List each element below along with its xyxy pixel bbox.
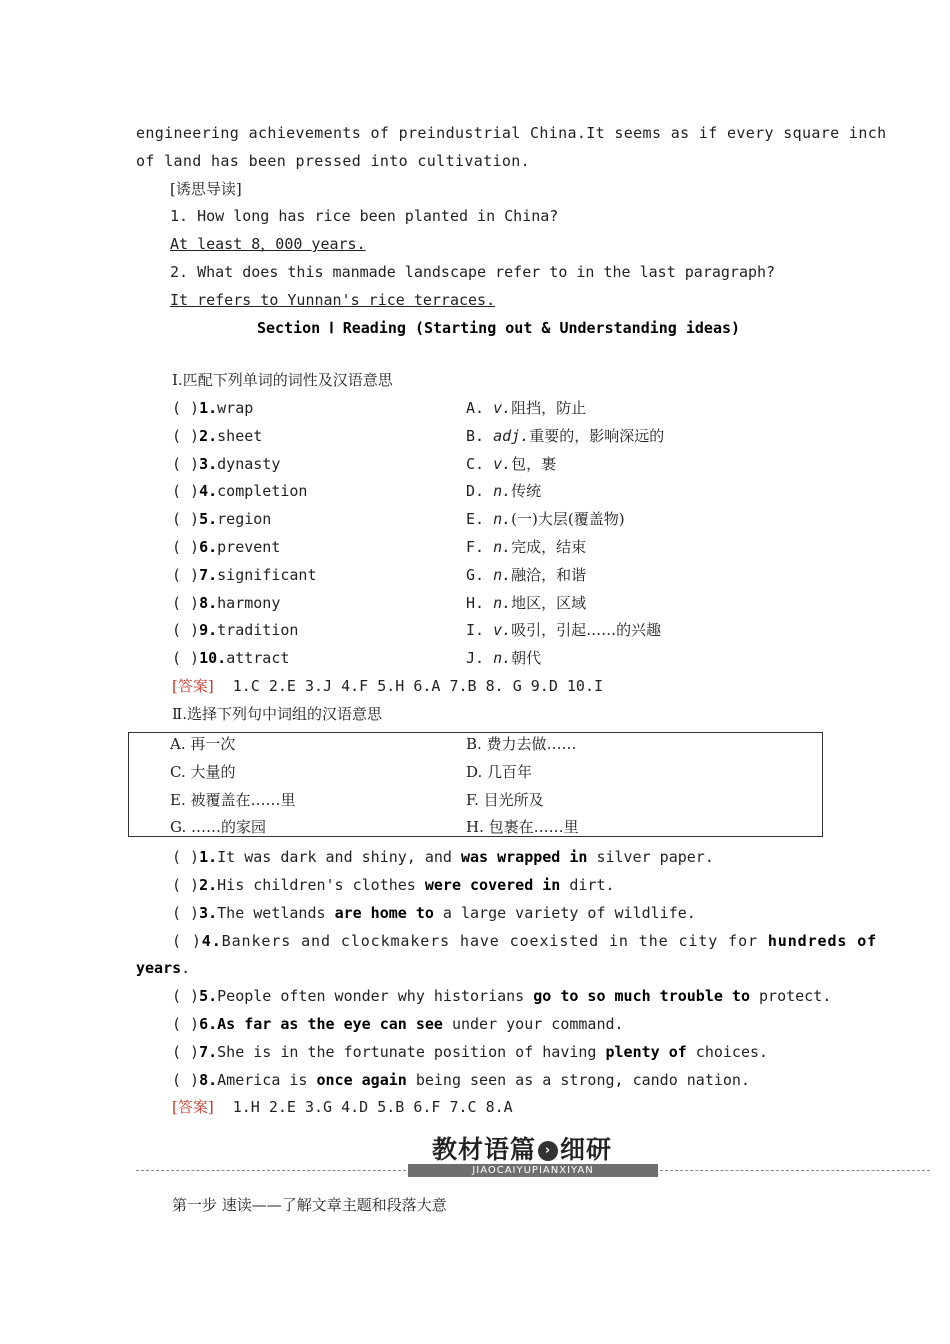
- word-row: [172, 537, 280, 557]
- sentence-row: [172, 1042, 768, 1062]
- part-of-speech: n.: [493, 482, 512, 501]
- part-of-speech: v.: [493, 454, 512, 473]
- option-letter: A.: [466, 399, 485, 417]
- guide-question-1: 1. How long has rice been planted in China?: [170, 207, 559, 225]
- spacer: [484, 566, 493, 584]
- intro-line-2: of land has been pressed into cultivation.: [136, 152, 530, 170]
- banner-title-left: 教材语篇: [432, 1135, 537, 1164]
- answer-text: 1.H 2.E 3.G 4.D 5.B 6.F 7.C 8.A: [232, 1098, 513, 1116]
- sentence-number: 5.: [199, 987, 218, 1005]
- option-meaning: 阻挡，防止: [511, 399, 587, 417]
- word-text: significant: [217, 565, 317, 584]
- phrase-option: F. 目光所及: [466, 790, 544, 809]
- option-row: [466, 593, 586, 613]
- option-letter: H.: [466, 593, 485, 612]
- phrase-option: C. 大量的: [170, 762, 236, 781]
- part-of-speech: adj.: [493, 426, 530, 445]
- spacer: [484, 649, 493, 667]
- option-meaning: 地区，区域: [511, 593, 587, 612]
- word-text: prevent: [217, 538, 281, 556]
- blank-bracket: ( ): [172, 876, 200, 894]
- step-1-heading: 第一步 速读——了解文章主题和段落大意: [172, 1196, 447, 1214]
- blank-bracket: ( ): [172, 1071, 200, 1089]
- bold-phrase: plenty of: [605, 1043, 687, 1061]
- phrase-option: H. 包裹在……里: [466, 818, 579, 837]
- word-row: [172, 426, 262, 446]
- blank-bracket: ( ): [172, 399, 200, 417]
- word-number: 2.: [199, 426, 218, 445]
- sentence-text: It was dark and shiny, and: [217, 848, 461, 866]
- bold-phrase: As far as the eye can see: [217, 1015, 443, 1033]
- section-banner: [432, 1130, 612, 1166]
- sentence-end: .: [181, 959, 191, 977]
- blank-bracket: ( ): [172, 538, 200, 556]
- phrase-option: E. 被覆盖在……里: [170, 790, 296, 809]
- blank-bracket: ( ): [172, 1015, 200, 1033]
- sentence-text: silver paper.: [587, 848, 714, 866]
- option-letter: G.: [466, 565, 485, 584]
- word-number: 1.: [199, 399, 218, 417]
- option-letter: I.: [466, 621, 485, 640]
- part-of-speech: v.: [493, 399, 512, 417]
- blank-bracket: ( ): [172, 565, 200, 584]
- answer-label: [答案]: [172, 1098, 214, 1116]
- word-text: completion: [217, 482, 308, 501]
- bold-phrase: hundreds of: [767, 932, 878, 950]
- option-row: [466, 426, 664, 446]
- word-number: 4.: [199, 482, 218, 501]
- word-row: [172, 648, 289, 668]
- sentence-text: a large variety of wildlife.: [433, 904, 696, 922]
- bold-phrase: go to so much trouble to: [533, 987, 750, 1005]
- option-letter: F.: [466, 538, 485, 556]
- divider-left: [136, 1170, 406, 1171]
- guide-answer-1: At least 8，000 years.: [170, 235, 366, 253]
- part-of-speech: n.: [493, 649, 512, 668]
- word-row: [172, 620, 298, 640]
- word-text: tradition: [217, 621, 299, 640]
- bold-phrase: once again: [316, 1071, 407, 1089]
- word-row: [172, 481, 307, 501]
- word-row: [172, 509, 271, 529]
- option-row: [466, 509, 625, 529]
- divider-right: [660, 1170, 930, 1171]
- banner-subtitle: JIAOCAIYUPIANXIYAN: [408, 1164, 658, 1177]
- option-letter: E.: [466, 510, 485, 529]
- spacer: [484, 455, 493, 473]
- guide-heading: [诱思导读]: [170, 180, 242, 198]
- option-letter: B.: [466, 426, 485, 445]
- blank-bracket: ( ): [172, 426, 200, 445]
- option-meaning: 包，裹: [511, 454, 557, 473]
- sentence-number: 3.: [199, 904, 218, 922]
- blank-bracket: ( ): [172, 621, 200, 640]
- word-row: [172, 454, 280, 474]
- sentence-text: under your command.: [442, 1015, 624, 1033]
- word-row: [172, 398, 253, 418]
- chevron-right-icon: ›: [538, 1141, 558, 1161]
- spacer: [484, 482, 493, 500]
- guide-answer-2: It refers to Yunnan's rice terraces.: [170, 291, 496, 309]
- part1-heading: Ⅰ.匹配下列单词的词性及汉语意思: [172, 371, 393, 389]
- part-of-speech: n.: [493, 538, 512, 556]
- blank-bracket: ( ): [172, 593, 200, 612]
- word-text: attract: [226, 649, 290, 668]
- sentence-text: Bankers and clockmakers have coexisted in the city for: [221, 932, 768, 950]
- bold-phrase: years: [136, 959, 182, 977]
- answer-label: [答案]: [172, 677, 214, 695]
- blank-bracket: ( ): [172, 904, 200, 922]
- option-row: [466, 454, 556, 474]
- sentence-number: 6.: [199, 1015, 218, 1033]
- sentence-text: She is in the fortunate position of having: [217, 1043, 606, 1061]
- bold-phrase: was wrapped in: [461, 848, 588, 866]
- word-row: [172, 565, 317, 585]
- sentence-row: [172, 903, 696, 923]
- word-number: 9.: [199, 621, 218, 640]
- answer-text: 1.C 2.E 3.J 4.F 5.H 6.A 7.B 8. G 9.D 10.I: [232, 677, 604, 695]
- phrase-option: D. 几百年: [466, 762, 533, 781]
- part2-answer-row: [172, 1097, 513, 1117]
- word-number: 6.: [199, 538, 218, 556]
- option-row: [466, 537, 586, 557]
- option-meaning: 重要的，影响深远的: [529, 426, 665, 445]
- part-of-speech: n.: [493, 593, 512, 612]
- option-row: [466, 620, 661, 640]
- option-row: [466, 648, 541, 668]
- sentence-row: [172, 1070, 750, 1090]
- sentence-number: 7.: [199, 1043, 218, 1061]
- word-text: harmony: [217, 593, 281, 612]
- blank-bracket: ( ): [172, 1043, 200, 1061]
- sentence-row: [172, 986, 831, 1006]
- sentence-number: 8.: [199, 1071, 218, 1089]
- option-row: [466, 481, 541, 501]
- banner-title-right: 细研: [560, 1135, 613, 1164]
- spacer: [484, 621, 493, 639]
- spacer: [484, 399, 493, 417]
- sentence-text: The wetlands: [217, 904, 335, 922]
- sentence-number: 4.: [201, 932, 222, 950]
- option-letter: D.: [466, 482, 485, 501]
- sentence-4-continuation: [136, 958, 190, 978]
- spacer: [484, 594, 493, 612]
- guide-question-2: 2. What does this manmade landscape refer to in the last paragraph?: [170, 263, 776, 281]
- part2-heading: Ⅱ.选择下列句中词组的汉语意思: [172, 705, 382, 723]
- spacer: [484, 510, 493, 528]
- word-number: 3.: [199, 454, 218, 473]
- option-meaning: 朝代: [511, 649, 542, 668]
- word-text: sheet: [217, 426, 263, 445]
- option-meaning: 传统: [511, 482, 542, 501]
- blank-bracket: ( ): [172, 848, 200, 866]
- part-of-speech: v.: [493, 621, 512, 640]
- phrase-option: G. ……的家园: [170, 818, 266, 837]
- option-row: [466, 398, 586, 418]
- spacer: [484, 538, 493, 556]
- blank-bracket: ( ): [172, 932, 202, 950]
- word-text: wrap: [217, 399, 254, 417]
- option-row: [466, 565, 586, 585]
- option-meaning: (一)大层(覆盖物): [511, 510, 625, 529]
- part-of-speech: n.: [493, 565, 512, 584]
- sentence-row: [172, 931, 878, 951]
- word-number: 10.: [199, 649, 227, 668]
- sentence-text: dirt.: [560, 876, 615, 894]
- blank-bracket: ( ): [172, 482, 200, 501]
- option-meaning: 吸引，引起……的兴趣: [511, 621, 662, 640]
- word-row: [172, 593, 280, 613]
- spacer: [484, 427, 493, 445]
- blank-bracket: ( ): [172, 987, 200, 1005]
- option-meaning: 融洽，和谐: [511, 565, 587, 584]
- part-of-speech: n.: [493, 510, 512, 529]
- sentence-text: choices.: [686, 1043, 769, 1061]
- sentence-text: protect.: [749, 987, 832, 1005]
- sentence-number: 1.: [199, 848, 218, 866]
- sentence-row: [172, 847, 714, 867]
- part1-answer-row: [172, 676, 603, 696]
- option-meaning: 完成，结束: [511, 538, 587, 556]
- sentence-number: 2.: [199, 876, 218, 894]
- sentence-text: His children's clothes: [217, 876, 425, 894]
- phrase-option: B. 费力去做……: [466, 735, 577, 753]
- blank-bracket: ( ): [172, 649, 200, 668]
- option-letter: C.: [466, 454, 485, 473]
- phrase-option: A. 再一次: [170, 735, 236, 753]
- word-text: region: [217, 510, 272, 529]
- sentence-text: America is: [217, 1071, 317, 1089]
- bold-phrase: were covered in: [424, 876, 561, 894]
- sentence-text: being seen as a strong, cando nation.: [406, 1071, 750, 1089]
- bold-phrase: are home to: [334, 904, 434, 922]
- word-text: dynasty: [217, 454, 281, 473]
- intro-line-1: engineering achievements of preindustrial China.It seems as if every square inch: [136, 124, 887, 142]
- word-number: 7.: [199, 565, 218, 584]
- word-number: 8.: [199, 593, 218, 612]
- section-title: Section Ⅰ Reading (Starting out & Understanding ideas): [257, 319, 741, 337]
- blank-bracket: ( ): [172, 510, 200, 529]
- word-number: 5.: [199, 510, 218, 529]
- blank-bracket: ( ): [172, 454, 200, 473]
- sentence-row: [172, 875, 615, 895]
- option-letter: J.: [466, 649, 485, 668]
- sentence-row: [172, 1014, 624, 1034]
- sentence-text: People often wonder why historians: [217, 987, 534, 1005]
